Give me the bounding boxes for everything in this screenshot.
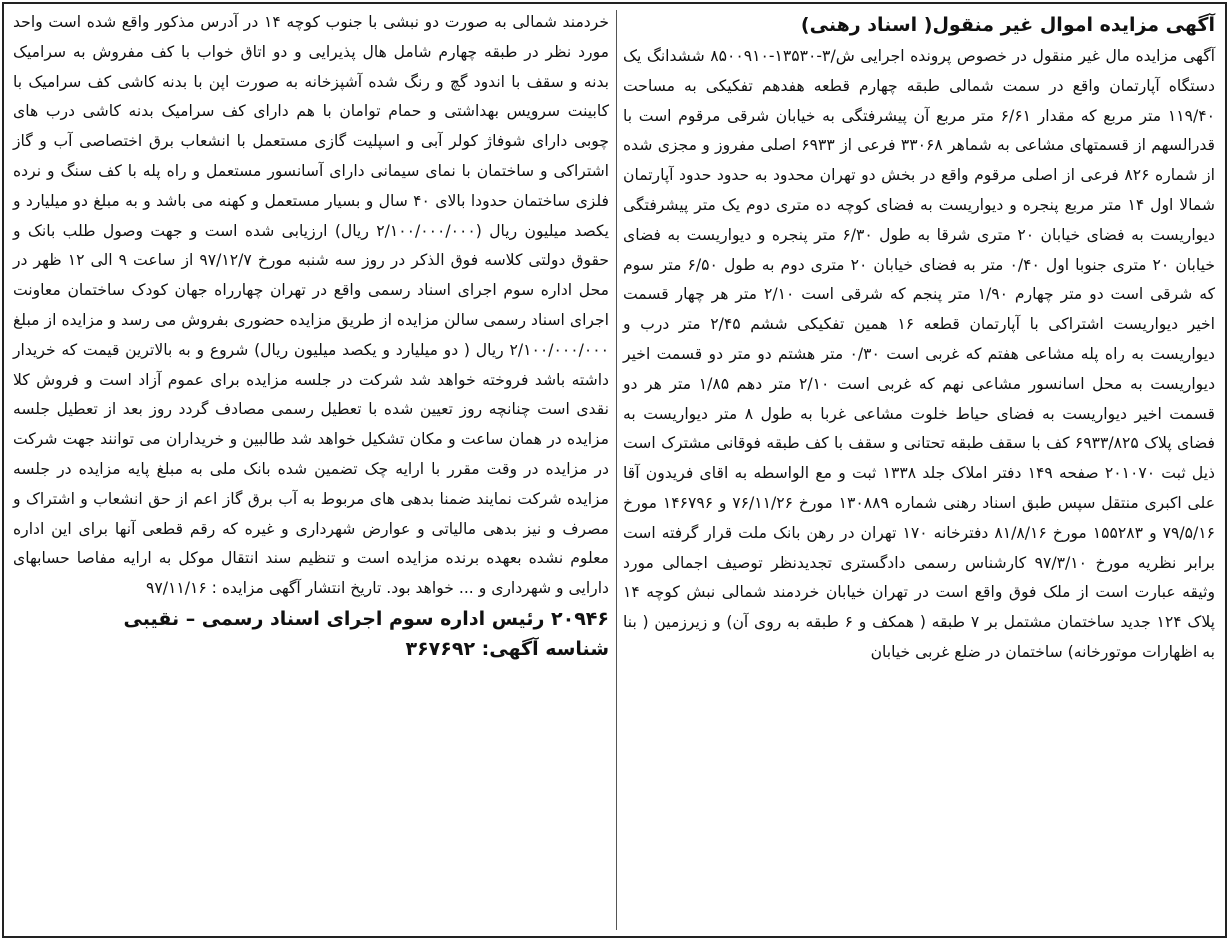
ad-id: شناسه آگهی: ۳۶۷۶۹۲ bbox=[405, 637, 609, 660]
signature: ۲۰۹۴۶ رئیس اداره سوم اجرای اسناد رسمی – نقیبی bbox=[123, 607, 609, 630]
notice-frame bbox=[2, 2, 1227, 938]
notice-body-right: آگهی مزایده مال غیر منقول در خصوص پرونده اجرایی ش/۳-۱۳۵۳۰-۸۵۰۰۹۱۰ ششدانگ یک دستگاه آپارتمان واقع در سمت شمالی طبقه چهارم قطعه هفدهم تفکیکی به مساحت ۱۱۹/۴۰ متر مربع که مقدار ۶/۶۱ متر مربع آن پیشرفتگی به خیابان شرقی مرقوم است با قدرالسهم از قسمتهای مشاعی به شماهر ۳۳۰۶۸ فرعی از ۶۹۳۳ اصلی مفروز و مجزی شده از شماره ۸۲۶ فرعی از اصلی مرقوم واقع در بخش دو تهران محدود به حدود حدود آپارتمان شمالا اول ۱۴ متر مربع پنجره و دیواریست به فضای کوچه ده متری دوم یک متر پیشرفتگی دیواریست به فضای خیابان ۲۰ متری شرقا به طول ۶/۳۰ متر پنجره و دیواریست به فضای خیابان ۲۰ متری جنوبا اول ۰/۴۰ متر به فضای خیابان ۲۰ متری دوم به طول ۶/۵۰ متر سوم که شرقی است دو متر چهارم ۱/۹۰ متر پنجم که شرقی است ۲/۱۰ متر هر چهار قسمت اخیر دیواریست اشتراکی با آپارتمان قطعه ۱۶ همین تفکیکی ششم ۲/۴۵ متر درب و دیواریست به راه پله مشاعی هفتم که غربی است ۰/۳۰ متر هشتم دو متر دو قسمت اخیر دیواریست به محل اسانسور مشاعی نهم که غربی است ۲/۱۰ متر دهم ۱/۸۵ متر هر دو قسمت اخیر دیواریست به فضای حیاط خلوت مشاعی غربا به طول ۸ متر دیواریست به فضای پلاک ۶۹۳۳/۸۲۵ کف با سقف طبقه تحتانی و سقف با کف طبقه فوقانی مشترک است ذیل ثبت ۲۰۱۰۷۰ صفحه ۱۴۹ دفتر املاک جلد ۱۳۳۸ ثبت و مع الواسطه به اقای فریدون آقا علی اکبری منتقل سپس طبق اسناد رهنی شماره ۱۳۰۸۸۹ مورخ ۷۶/۱۱/۲۶ و ۱۴۶۷۹۶ مورخ ۷۹/۵/۱۶ و ۱۵۵۲۸۳ مورخ ۸۱/۸/۱۶ دفترخانه ۱۷۰ تهران در رهن بانک ملت قرار گرفته است برابر نظریه مورخ ۹۷/۳/۱۰ کارشناس رسمی دادگستری تجدیدنظر توصیف اجمالی مورد وثیقه عبارت است از ملک فوق واقع است در تهران خیابان خردمند شمالی نبش کوچه ۱۴ پلاک ۱۲۴ جدید ساختمان مشتمل بر ۷ طبقه ( همکف و ۶ طبقه به روی آن) و زیرزمین ( بنا به اظهارات موتورخانه) ساختمان در ضلع غربی خیابان bbox=[623, 47, 1216, 661]
left-column bbox=[13, 8, 609, 932]
notice-title: آگهی مزایده اموال غیر منقول( اسناد رهنی) bbox=[800, 14, 1215, 36]
right-column bbox=[623, 8, 1215, 932]
notice-body-left: خردمند شمالی به صورت دو نبشی با جنوب کوچه ۱۴ در آدرس مذکور واقع شده است واحد مورد نظر در طبقه چهارم شامل هال پذیرایی و دو اتاق خواب با کف مفروش به سرامیک بدنه و سقف با اندود گچ و رنگ شده آشپزخانه به صورت اپن با بدنه کاشی کف سرامیک با کابینت سرویس بهداشتی و حمام توامان با هم دارای کف سرامیک بدنه کاشی درب های چوبی دارای شوفاژ کولر آبی و اسپلیت گازی مستعمل با انشعاب برق اختصاصی آب و گاز اشتراکی و ساختمان با نمای سیمانی دارای آسانسور مستعمل و راه پله با کف سنگ و نرده فلزی ساختمان حدودا بالای ۴۰ سال و بسیار مستعمل و کهنه می باشد و به مبلغ دو میلیارد و یکصد میلیون ریال (۲/۱۰۰/۰۰۰/۰۰۰ ریال) ارزیابی شده است و جهت وصول طلب بانک و حقوق دولتی کلاسه فوق الذکر در روز سه شنبه مورخ ۹۷/۱۲/۷ از ساعت ۹ الی ۱۲ ظهر در محل اداره سوم اجرای اسناد رسمی واقع در تهران چهارراه جهان کودک ساختمان معاونت اجرای اسناد رسمی سالن مزایده از طریق مزایده حضوری بفروش می رسد و مزایده از مبلغ ۲/۱۰۰/۰۰۰/۰۰۰ ریال ( دو میلیارد و یکصد میلیون ریال) شروع و به بالاترین قیمت که خریدار داشته باشد فروخته خواهد شد شرکت در جلسه مزایده برای عموم آزاد است و فروش کلا نقدی است چنانچه روز تعیین شده با تعطیل رسمی مصادف گردد روز بعد از تعطیل جلسه مزایده در همان ساعت و مکان تشکیل خواهد شد طالبین و خریداران می توانند جهت شرکت در مزایده در وقت مقرر با ارایه چک تضمین شده بانک ملی به مبلغ پایه مزایده در جلسه مزایده شرکت نمایند ضمنا بدهی های مربوط به آب برق گاز اعم از حق انشعاب و اشتراک و مصرف و نیز بدهی مالیاتی و عوارض شهرداری و غیره که رقم قطعی آنها برای این اداره معلوم نشده بعهده برنده مزایده است و تنظیم سند انتقال موکل به ارایه مفاصا حسابهای دارایی و شهرداری و ... خواهد بود. تاریخ انتشار آگهی مزایده : ۹۷/۱۱/۱۶ bbox=[13, 13, 610, 598]
column-divider bbox=[616, 10, 617, 930]
